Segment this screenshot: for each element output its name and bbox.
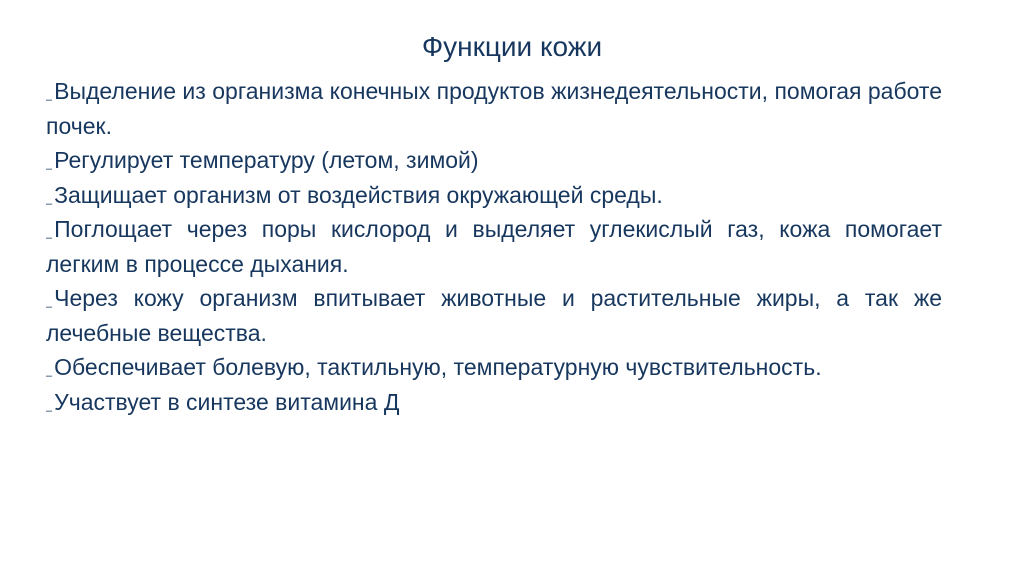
slide-title: Функции кожи [421, 31, 603, 62]
dash-bullet-icon: – [46, 404, 53, 417]
list-item-text: Обеспечивает болевую, тактильную, температурную чувствительность. [54, 354, 822, 380]
list-item [46, 350, 942, 385]
dash-bullet-icon: – [46, 301, 53, 313]
dash-bullet-icon: – [46, 232, 53, 244]
dash-bullet-icon: – [46, 163, 53, 175]
list-item-text: Поглощает через поры кислород и выделяет углекислый газ, кожа помогает легким в процессе дыхания. [46, 216, 942, 277]
list-item [46, 178, 942, 213]
list-item-text: Участвует в синтезе витамина Д [54, 388, 400, 415]
list-item [46, 281, 942, 350]
dash-bullet-icon: – [46, 94, 53, 106]
list-item-text: Через кожу организм впитывает животные и растительные жиры, а так же лечебные вещества. [46, 285, 942, 346]
list-item [46, 74, 942, 143]
dash-bullet-icon: – [46, 197, 53, 210]
functions-list [46, 74, 942, 419]
dash-bullet-icon: – [46, 370, 53, 382]
list-item-text: Регулирует температуру (летом, зимой) [54, 147, 479, 173]
list-item [46, 385, 942, 420]
list-item-text: Защищает организм от воздействия окружающей среды. [54, 181, 663, 208]
list-item [46, 143, 942, 178]
list-item-text: Выделение из организма конечных продуктов жизнедеятельности, помогая работе почек. [46, 78, 942, 139]
list-item [46, 212, 942, 281]
